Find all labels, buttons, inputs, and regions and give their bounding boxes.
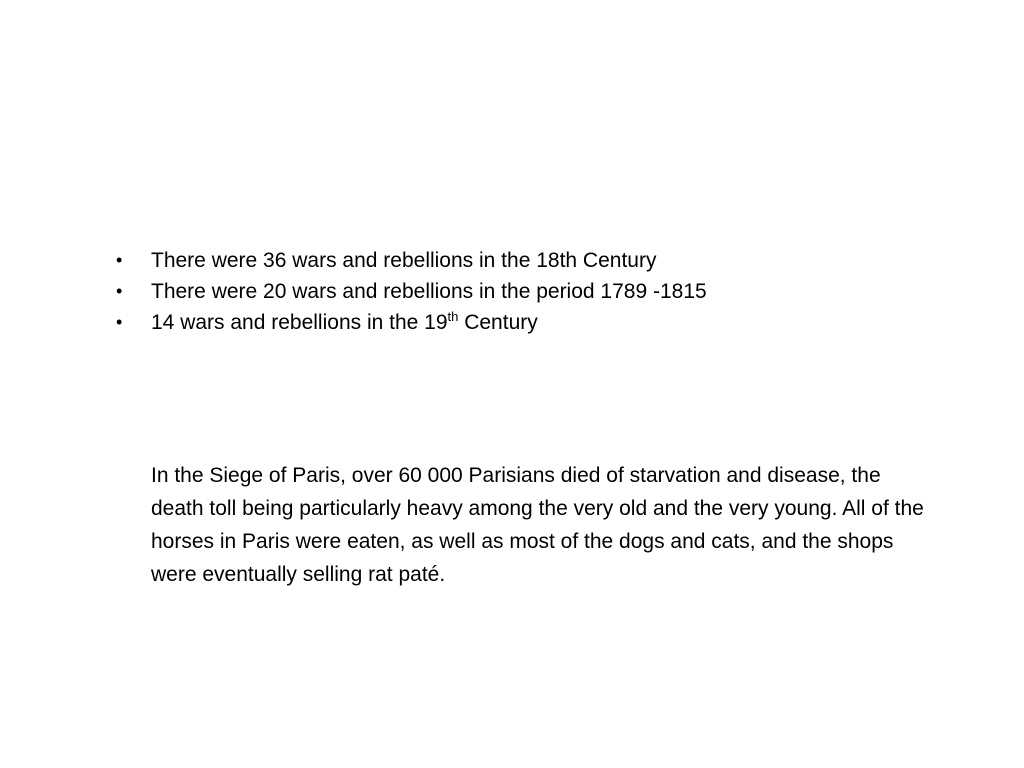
bullet-item-1789-1815 <box>112 276 707 307</box>
bullet-text-start: 14 wars and rebellions in the 19 <box>151 311 448 334</box>
bullet-text: There were 36 wars and rebellions in the 18th Century <box>151 249 657 272</box>
bullet-marker: • <box>116 312 123 332</box>
siege-of-paris-paragraph: In the Siege of Paris, over 60 000 Parisians died of starvation and disease, the death toll being particularly heavy among the very old and the very young. All of the horses in Paris were eaten, as well as most of the dogs and cats, and the shops were eventually selling rat paté. <box>151 464 924 586</box>
bullet-text: There were 20 wars and rebellions in the period 1789 -1815 <box>151 280 707 303</box>
bullet-item-19th-century <box>112 307 707 338</box>
superscript-th: th <box>447 309 459 324</box>
bullet-marker: • <box>116 281 123 301</box>
bullet-item-18th-century <box>112 245 707 276</box>
bullet-list <box>112 245 707 338</box>
bullet-text-end: Century <box>458 311 538 334</box>
bullet-marker: • <box>116 250 123 270</box>
